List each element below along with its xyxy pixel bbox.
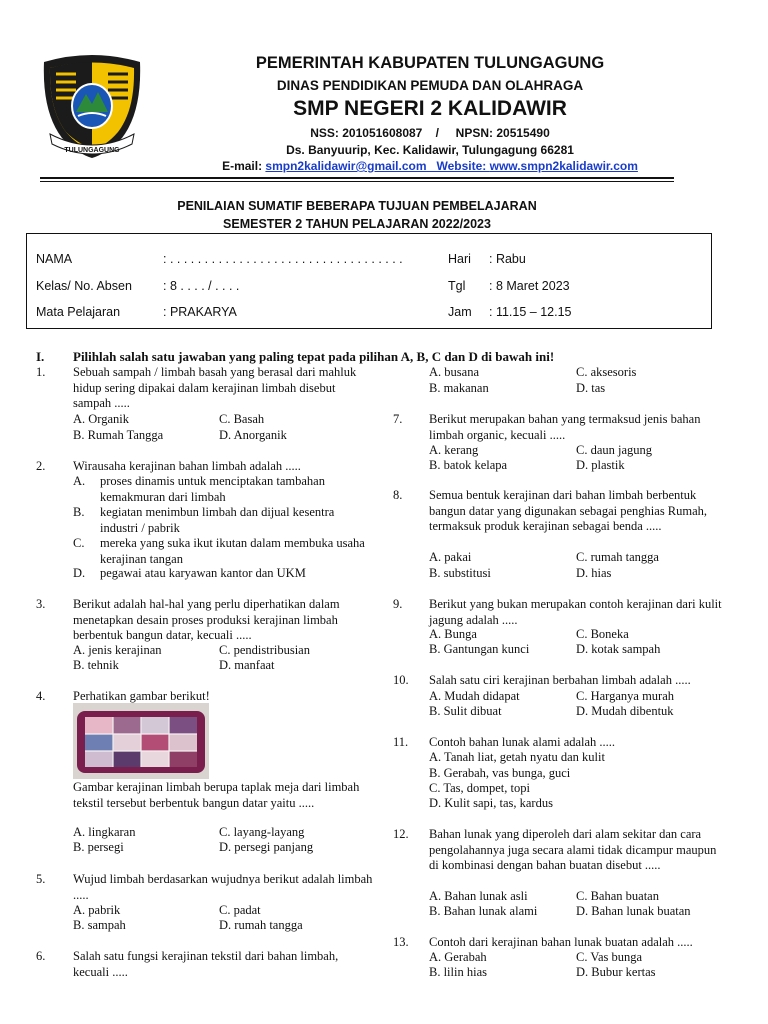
question-3-option-a[interactable]: A. jenis kerajinan — [73, 643, 162, 657]
question-1-option-c[interactable]: C. Basah — [219, 412, 265, 426]
hari-label: Hari — [448, 252, 471, 266]
header-government: PEMERINTAH KABUPATEN TULUNGAGUNG — [255, 54, 605, 72]
question-6-option-b[interactable]: B. makanan — [429, 381, 489, 395]
question-9-option-b[interactable]: B. Gantungan kunci — [429, 642, 530, 656]
question-7-number: 7. — [393, 412, 403, 426]
question-13-number: 13. — [393, 935, 409, 949]
question-10-option-d[interactable]: D. Mudah dibentuk — [576, 704, 674, 718]
question-2-letter-d: D. — [73, 566, 86, 580]
mapel-label: Mata Pelajaran — [36, 305, 121, 319]
question-11-option-d[interactable]: D. Kulit sapi, tas, kardus — [429, 796, 553, 810]
question-4-text: Perhatikan gambar berikut! — [73, 689, 210, 703]
question-9-option-d[interactable]: D. kotak sampah — [576, 642, 661, 656]
question-7-option-a[interactable]: A. kerang — [429, 443, 479, 457]
question-6-number: 6. — [36, 949, 46, 963]
header-school-name: SMP NEGERI 2 KALIDAWIR — [293, 97, 567, 120]
question-2-letter-a: A. — [73, 474, 86, 488]
nama-label: NAMA — [36, 252, 73, 266]
mapel-value: : PRAKARYA — [163, 305, 237, 319]
question-8-option-d[interactable]: D. hias — [576, 566, 612, 580]
question-2-option-c[interactable]: mereka yang suka ikut ikutan dalam membuka usaha kerajinan tangan — [100, 536, 365, 566]
question-8-option-a[interactable]: A. pakai — [429, 550, 472, 564]
question-5-text: Wujud limbah berdasarkan wujudnya berikut adalah limbah ..... — [73, 872, 373, 902]
question-7-option-c[interactable]: C. daun jagung — [576, 443, 653, 457]
section-instruction: Pilihlah salah satu jawaban yang paling tepat pada pilihan A, B, C dan D di bawah ini! — [73, 349, 555, 364]
nama-field[interactable]: : . . . . . . . . . . . . . . . . . . . . . . . . . . . . . . . . . . — [163, 252, 403, 266]
regency-logo — [36, 52, 148, 162]
question-12-option-a[interactable]: A. Bahan lunak asli — [429, 889, 528, 903]
question-2-letter-b: B. — [73, 505, 85, 519]
question-12-number: 12. — [393, 827, 409, 841]
question-3-option-d[interactable]: D. manfaat — [219, 658, 275, 672]
header-divider — [40, 177, 674, 179]
question-5-number: 5. — [36, 872, 46, 886]
question-11-number: 11. — [393, 735, 409, 749]
question-10-number: 10. — [393, 673, 409, 687]
header-contact — [150, 159, 710, 173]
question-12-text: Bahan lunak yang diperoleh dari alam sekitar dan cara pengolahannya juga secara alami tidak dicampur maupun di kombinasi dengan bahan buatan disebut ..... — [429, 827, 717, 872]
tgl-label: Tgl — [448, 279, 466, 293]
jam-value: : 11.15 – 12.15 — [489, 305, 572, 319]
question-3-text: Berikut adalah hal-hal yang perlu diperhatikan dalam menetapkan desain proses produksi kerajinan limbah berbentuk bangun datar, kecuali ..... — [73, 597, 340, 642]
question-9-option-a[interactable]: A. Bunga — [429, 627, 477, 641]
question-2-text: Wirausaha kerajinan bahan limbah adalah ..... — [73, 459, 301, 473]
question-10-option-a[interactable]: A. Mudah didapat — [429, 689, 520, 703]
question-11-text: Contoh bahan lunak alami adalah ..... — [429, 735, 616, 749]
question-4-option-b[interactable]: B. persegi — [73, 840, 124, 854]
email-label: E-mail: — [222, 159, 266, 173]
question-12-option-b[interactable]: B. Bahan lunak alami — [429, 904, 538, 918]
question-2-option-a[interactable]: proses dinamis untuk menciptakan tambahan kemakmuran dari limbah — [100, 474, 325, 504]
question-4-option-d[interactable]: D. persegi panjang — [219, 840, 314, 854]
question-9-option-c[interactable]: C. Boneka — [576, 627, 629, 641]
question-8-number: 8. — [393, 488, 403, 502]
question-1-option-b[interactable]: B. Rumah Tangga — [73, 428, 164, 442]
logo-text: TULUNGAGUNG — [64, 147, 120, 154]
question-2-number: 2. — [36, 459, 46, 473]
question-6-text: Salah satu fungsi kerajinan tekstil dari bahan limbah, kecuali ..... — [73, 949, 339, 979]
question-11-option-b[interactable]: B. Gerabah, vas bunga, guci — [429, 766, 571, 780]
question-10-option-b[interactable]: B. Sulit dibuat — [429, 704, 502, 718]
question-2-option-d[interactable]: pegawai atau karyawan kantor dan UKM — [100, 566, 306, 580]
question-4-number: 4. — [36, 689, 46, 703]
question-3-number: 3. — [36, 597, 46, 611]
question-9-number: 9. — [393, 597, 403, 611]
question-3-option-b[interactable]: B. tehnik — [73, 658, 119, 672]
website-link[interactable]: www.smpn2kalidawir.com — [489, 159, 638, 173]
question-5-option-a[interactable]: A. pabrik — [73, 903, 121, 917]
header-divider-thin — [40, 181, 674, 182]
question-1-option-d[interactable]: D. Anorganik — [219, 428, 287, 442]
question-4-option-a[interactable]: A. lingkaran — [73, 825, 136, 839]
kelas-label: Kelas/ No. Absen — [36, 279, 132, 293]
section-number: I. — [36, 349, 45, 364]
question-5-option-d[interactable]: D. rumah tangga — [219, 918, 303, 932]
question-1-text: Sebuah sampah / limbah basah yang berasal dari mahluk hidup sering dipakai dalam kerajinan limbah disebut sampah ..... — [73, 365, 357, 410]
question-10-option-c[interactable]: C. Harganya murah — [576, 689, 675, 703]
email-link[interactable]: smpn2kalidawir@gmail.com — [265, 159, 427, 173]
question-4-caption: Gambar kerajinan limbah berupa taplak meja dari limbah tekstil tersebut berbentuk bangun datar yaitu ..... — [73, 780, 360, 810]
header-nss-npsn: NSS: 201051608087 / NPSN: 20515490 — [310, 126, 550, 140]
question-2-letter-c: C. — [73, 536, 85, 550]
question-6-option-d[interactable]: D. tas — [576, 381, 606, 395]
question-1-option-a[interactable]: A. Organik — [73, 412, 130, 426]
question-12-option-d[interactable]: D. Bahan lunak buatan — [576, 904, 691, 918]
header-address: Ds. Banyuurip, Kec. Kalidawir, Tulungagung 66281 — [286, 143, 574, 157]
question-9-text: Berikut yang bukan merupakan contoh kerajinan dari kulit jagung adalah ..... — [429, 597, 722, 627]
question-8-text: Semua bentuk kerajinan dari bahan limbah berbentuk bangun datar yang digunakan sebagai penghias Rumah, termaksuk produk kerajinan sebagai benda ..... — [429, 488, 708, 533]
question-11-option-a[interactable]: A. Tanah liat, getah nyatu dan kulit — [429, 750, 605, 764]
question-5-option-b[interactable]: B. sampah — [73, 918, 126, 932]
question-7-option-d[interactable]: D. plastik — [576, 458, 625, 472]
question-13-option-b[interactable]: B. lilin hias — [429, 965, 487, 979]
question-13-text: Contoh dari kerajinan bahan lunak buatan adalah ..... — [429, 935, 693, 949]
tgl-value: : 8 Maret 2023 — [489, 279, 570, 293]
jam-label: Jam — [448, 305, 472, 319]
question-3-option-c[interactable]: C. pendistribusian — [219, 643, 310, 657]
question-12-option-c[interactable]: C. Bahan buatan — [576, 889, 659, 903]
question-7-text: Berikut merupakan bahan yang termaksud jenis bahan limbah organic, kecuali ..... — [429, 412, 701, 442]
question-4-option-c[interactable]: C. layang-layang — [219, 825, 305, 839]
header-department: DINAS PENDIDIKAN PEMUDA DAN OLAHRAGA — [276, 78, 584, 93]
question-2-option-b[interactable]: kegiatan menimbun limbah dan dijual kesentra industri / pabrik — [100, 505, 335, 535]
question-5-option-c[interactable]: C. padat — [219, 903, 261, 917]
tablecloth-image — [73, 703, 209, 779]
question-1-number: 1. — [36, 365, 46, 379]
kelas-field[interactable]: : 8 . . . . / . . . . — [163, 279, 240, 293]
question-13-option-c[interactable]: C. Vas bunga — [576, 950, 643, 964]
question-6-option-a[interactable]: A. busana — [429, 365, 479, 379]
question-8-option-b[interactable]: B. substitusi — [429, 566, 491, 580]
question-11-option-c[interactable]: C. Tas, dompet, topi — [429, 781, 530, 795]
question-8-option-c[interactable]: C. rumah tangga — [576, 550, 659, 564]
question-7-option-b[interactable]: B. batok kelapa — [429, 458, 508, 472]
question-6-option-c[interactable]: C. aksesoris — [576, 365, 637, 379]
question-13-option-a[interactable]: A. Gerabah — [429, 950, 487, 964]
question-13-option-d[interactable]: D. Bubur kertas — [576, 965, 656, 979]
hari-value: : Rabu — [489, 252, 526, 266]
exam-title: PENILAIAN SUMATIF BEBERAPA TUJUAN PEMBELAJARAN — [177, 199, 537, 213]
question-10-text: Salah satu ciri kerajinan berbahan limbah adalah ..... — [429, 673, 691, 687]
exam-semester: SEMESTER 2 TAHUN PELAJARAN 2022/2023 — [223, 217, 491, 231]
website-label: Website: — [426, 159, 490, 173]
